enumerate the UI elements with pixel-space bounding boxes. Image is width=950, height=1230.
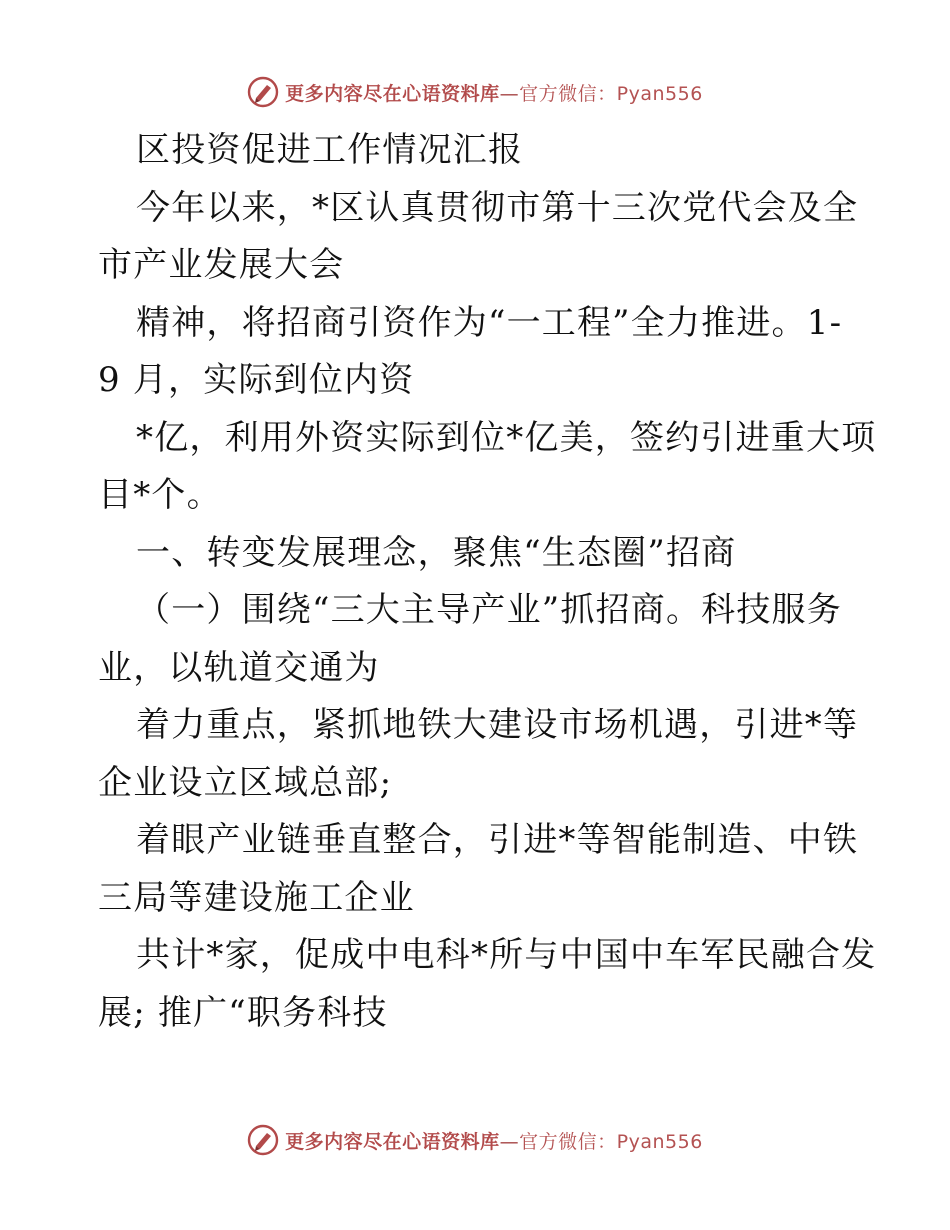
watermark-dash: —: [499, 1130, 520, 1153]
watermark-text: [285, 79, 703, 106]
watermark-site: 更多内容尽在心语资料库: [285, 1130, 500, 1153]
document-line: 9 月，实际到位内资: [98, 360, 415, 400]
document-line: 三局等建设施工企业: [98, 877, 415, 918]
footer-watermark: [0, 1120, 950, 1160]
document-line: 企业设立区域总部;: [98, 762, 393, 803]
watermark-site: 更多内容尽在心语资料库: [285, 82, 500, 105]
watermark-text: [285, 1127, 703, 1154]
document-line: 区投资促进工作情况汇报: [136, 130, 524, 170]
watermark-dash: —: [499, 82, 520, 105]
document-line: 今年以来，*区认真贯彻市第十三次党代会及全: [136, 187, 859, 228]
watermark-wechat: 官方微信：Pyan556: [519, 82, 703, 105]
document-line: （一）围绕“三大主导产业”抓招商。科技服务: [136, 590, 842, 630]
header-watermark: [0, 72, 950, 112]
document-line: 一、转变发展理念，聚焦“生态圈”招商: [136, 532, 737, 573]
document-line: 展; 推广“职务科技: [98, 992, 388, 1033]
pen-logo-icon: [247, 76, 279, 108]
document-line: 着眼产业链垂直整合，引进*等智能制造、中铁: [136, 820, 859, 860]
document-line: 着力重点，紧抓地铁大建设市场机遇，引进*等: [136, 705, 859, 745]
document-line: *亿，利用外资实际到位*亿美，签约引进重大项: [136, 417, 877, 458]
document-line: 精神，将招商引资作为“一工程”全力推进。1-: [136, 302, 843, 343]
document-line: 目*个。: [98, 475, 222, 515]
document-line: 业，以轨道交通为: [98, 647, 380, 688]
document-line: 共计*家，促成中电科*所与中国中车军民融合发: [136, 935, 877, 975]
document-line: 市产业发展大会: [98, 245, 345, 285]
watermark-wechat: 官方微信：Pyan556: [519, 1130, 703, 1153]
pen-logo-icon: [247, 1124, 279, 1156]
document-body: [98, 122, 877, 1042]
